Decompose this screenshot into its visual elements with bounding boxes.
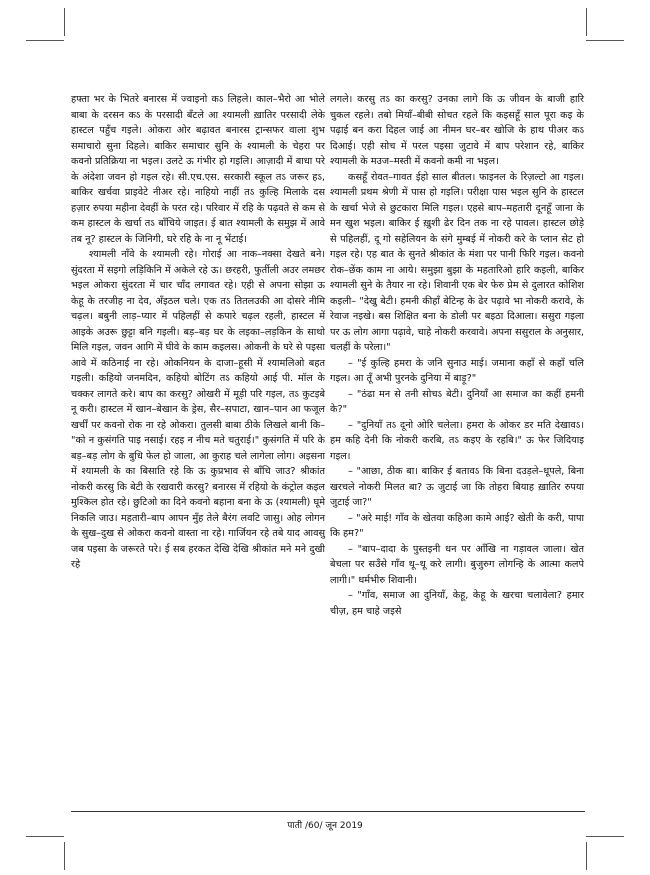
dialogue-paragraph: – "आछा, ठीक बा। बाकिर ई बतावऽ कि बिना दउड़ले–धूपले, बिना खरचले नोकरी मिलत बा? ऊ जुटाई जा कि तोहरा बियाह ख़ातिर रुपया जुटाई जा?" xyxy=(330,466,584,508)
crop-mark xyxy=(586,8,587,36)
crop-mark xyxy=(64,842,65,870)
dialogue-paragraph: – "ठंढा मन से तनी सोचऽ बेटी। दुनियाँ आ समाज का कहीं हमनी के?" xyxy=(330,388,584,415)
paragraph: कसहूँ रोवत–गावत ईहो साल बीतल। फाइनल के रिज़ल्टो आ गइल। श्यामली प्रथम श्रेणी में पास हो गइलि। परीक्षा पास भइल सुनि के हास्टल के खर्चा भेजे से छुटकारा मिलि गइल। एहसे बाप–महतारी दूनहूँ जाना के मन खुश भइल। बाकिर ई ख़ुशी ढेर दिन तक ना रहे पावल। हास्टल छोड़े से पहिलहीं, दू गो सहेलियन के संगे मुम्बई में नोकरी करे के प्लान सेट हो गइल रहे। एह बात के सुनते श्रीकांत के मंशा पर पानी फिरि गइल। कवनो रोक–छेंक काम ना आये। समुझा बुझा के महतारिओ हारि कइली, बाकिर श्यामली सुने के तैयार ना रहे। शिवानी एक बेर फेरु प्रेम से दुलारत कोशिश कइली– "देखु बेटी। हमनी कीहाँ बेटिन्ह के ढेर पढ़ावे भा नोकरी करावे, के रेवाज नइखे। बस शिक्षित बना के डोली पर बइठा दिआला। ससुरा गइला पर ऊ लोग आगा पढ़ावे, चाहे नोकरी करवावे। अपना ससुराल के अनुसार, चलहीं के परेला।" xyxy=(330,171,584,353)
right-column xyxy=(330,92,584,619)
dialogue-paragraph: – "दुनियाँ तऽ दूनो ओरि चलेला। हमरा के ओकर डर मति देखावऽ। हम कहि देनी कि नोकरी करबि, तऽ कइए के रहबि।" ऊ फेर जिदियाइ गइल। xyxy=(330,419,584,462)
left-column xyxy=(71,92,325,573)
footer-rule xyxy=(71,811,585,812)
paragraph: श्यामली नाँवे के श्यामली रहे। गोराई आ नाक–नक्सा देखते बने। सुंदरता में सइगो लड़िकिनि में अकेले रहे ऊ। छरहरी, फुर्तीली अउर लमछर भइल ओकरा सुंदरता में चार चाँद लगावत रहे। एही से अपना सोझा ऊ केहू के तरजीह ना देव, अँइठल चले। एक तऽ तितलउकी आ दोसरे नीमि चढ़ल। बबुनी लाड़–प्यार में पहिलहीं से कपारे चढ़ल रहली, हास्टल में आइके अउरू छुट्टा बनि गइली। बड़–बड़ घर के लइका–लड़किन के साथो मिलि गइल, जवन आगि में घीवे के काम कइलस। ओकनी के घरे से पइसा आवे में कठिनाई ना रहे। ओकनियन के दाजा–हूसी में श्यामलिओ बहत गइली। कहियो जनमदिन, कहियो बोटिंग तऽ कहियो आई पी. मॉल के चक्कर लागते करे। बाप का करसु? ओखरी में मूड़ी परि गइल, तऽ कुटइबे नू करी। हास्टल में खान–बेखान के ड्रेस, सैर–सपाटा, खान–पान आ फजूल खर्चीं पर कवनो रोक ना रहे ओकरा। तुलसी बाबा ठीके लिखले बानी कि– "को न कुसंगति पाइ नसाई। रहइ न नीच मते चतुराई।" कुसंगति में परि के बड़–बड़ लोग के बुधि फेल हो जाला, आ कुराह चले लागेला लोग। अइसना में श्यामली के का बिसाति रहे कि ऊ कुप्रभाव से बाँचि जाउ? श्रीकांत नोकरी करसु कि बेटी के रखवारी करसु? बनारस में रहियो के कंट्रोल कइल मुश्किल होत रहे। छुटिओ का दिने कवनो बहाना बना के ऊ (श्यामली) घूमे निकलि जाउ। महतारी–बाप आपन मुँह तेले बैरंग लवटि जासु। ओह लोगन के सुख–दुख से ओकरा कवनो वास्ता ना रहे। गार्जियन रहे तबे याद आवसु जब पइसा के जरूरते परे। ई सब हरकत देखि देखि श्रीकांत मने मने दुखी रहे xyxy=(71,249,325,570)
page-footer: पाती /60/ जून 2019 xyxy=(287,821,363,831)
dialogue-paragraph: – "ई कुल्हि हमरा के जनि सुनाउ माई। जमाना कहाँ से कहाँ चलि गइल। आ तूँ अभी पुरनके दुनिया में बाड़ू?" xyxy=(330,357,584,384)
crop-mark xyxy=(64,8,65,36)
crop-mark xyxy=(586,836,624,837)
crop-mark xyxy=(26,40,64,41)
crop-mark xyxy=(586,842,587,870)
dialogue-paragraph: – "बाप–दादा के पुस्तइनी धन पर आँखि ना गड़ावल जाला। खेत बेचला पर सउँसे गाँव थू–थू करे लागी। बुजुरुग लोगन्हि के आत्मा कलपे लागी।" धर्मभीरु शिवानी। xyxy=(330,543,584,586)
crop-mark xyxy=(26,836,64,837)
crop-mark xyxy=(586,40,624,41)
dialogue-paragraph: – "अरे माई! गाँव के खेतवा कहिआ कामे आई? खेती के करी, पापा कि हम?" xyxy=(330,512,584,539)
paragraph: हफ्ता भर के भितरे बनारस में ज्वाइनो कऽ लिहले। काल–भैरो आ भोले बाबा के दरसन कऽ के परसादी बँटले आ श्यामली ख़ातिर परसादी लेके हास्टल पहुँच गइले। ओकरा ओर बढ़ावत बनारस ट्रान्सफर वाला शुभ समाचारो सुना दिहले। बाकिर समाचार सुनि के श्यामली के चेहरा पर कवनो प्रतिक्रिया ना भइल। उलटे ऊ गंभीर हो गइलि। आज़ादी में बाधा परे के अंदेशा जवन हो गइल रहे। सी.एच.एस. सरकारी स्कूल तऽ जरूर हऽ, बाकिर खर्चवा प्राइवेटे नीअर रहे। नाहियो नाहीं तऽ कुल्हि मिलाके दस हज़ार रुपया महीना देवहीं के परत रहे। परिवार में रहि के पढ़वते से कम से कम हास्टल के खर्चा तऽ बाँचिये जाइत। ई बात श्यामली के समुझ में आवे तब नू? हास्टल के जिनिगी, घरे रहि के ना नू भेंटाई। xyxy=(71,94,325,245)
dialogue-paragraph: – "गाँव, समाज आ दुनियाँ, केहू, केहू के खरचा चलावेला? हमार चीज़, हम चाहे जइसे xyxy=(330,590,584,617)
paragraph: लगले। करसु तऽ का करसु? उनका लागे कि ऊ जीवन के बाजी हारि चुकल रहले। तबो मियाँ–बीबी सोचत रहले कि कइसहूँ साल पूरा कइ के पढ़ाई बन करा दिहल जाई आ नीमन घर–बर खोजि के हाथ पीअर कऽ दिआई। एही सोच में परल पइसा जुटावे में बाप परेशान रहे, बाकिर श्यामली के मउज–मस्ती में कवनो कमी ना भइल। xyxy=(330,94,584,167)
